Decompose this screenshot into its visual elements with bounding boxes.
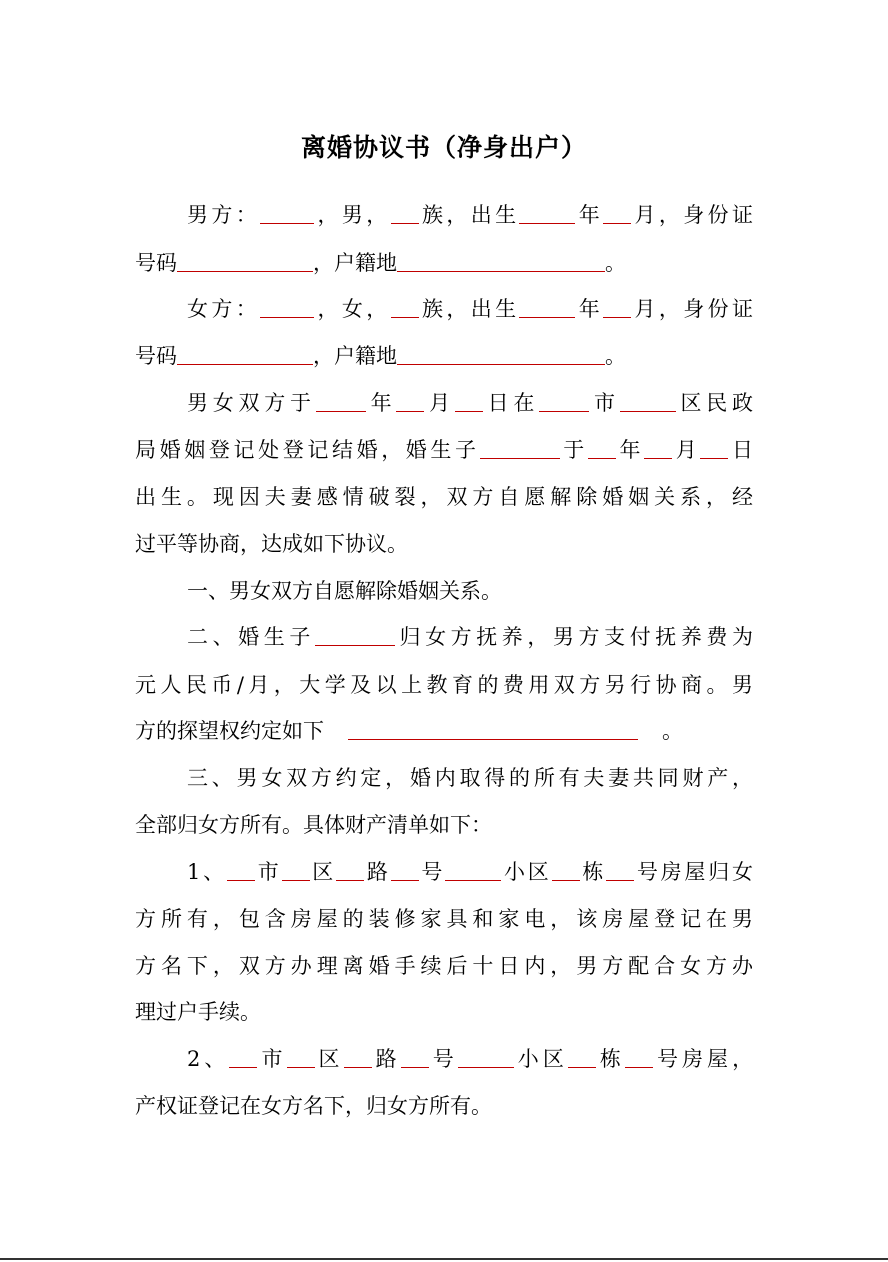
husband-id-number-blank[interactable] [177,249,313,272]
property-item-2-line-2: 产权证登记在女方名下，归女方所有。 [135,1094,492,1118]
property-2-district-blank[interactable] [287,1045,315,1068]
custody-child-name-blank[interactable] [315,623,395,646]
wife-birth-month-blank[interactable] [603,295,631,318]
property-2-city-blank[interactable] [229,1045,257,1068]
property-2-unit-blank[interactable] [625,1045,653,1068]
property-1-building-blank[interactable] [552,858,580,881]
property-item-1-line-1: 1、 市 区 路 号 小区 栋 号房屋归女 [187,860,753,884]
marriage-city-blank[interactable] [539,389,589,412]
wife-ethnicity-blank[interactable] [391,295,419,318]
marriage-day-blank[interactable] [455,389,483,412]
husband-birth-month-blank[interactable] [603,201,631,224]
marriage-registration-line-2: 局婚姻登记处登记结婚，婚生子 于 年 月 日 [135,438,754,462]
marriage-month-blank[interactable] [396,389,424,412]
property-item-1-line-2: 方所有，包含房屋的装修家具和家电，该房屋登记在男 [135,907,753,931]
property-1-number-blank[interactable] [391,858,419,881]
page-bottom-divider [0,1258,888,1260]
property-item-2-line-1: 2、 市 区 路 号 小区 栋 号房屋， [187,1047,754,1071]
property-1-road-blank[interactable] [336,858,364,881]
property-2-building-blank[interactable] [568,1045,596,1068]
property-2-community-blank[interactable] [458,1045,514,1068]
husband-ethnicity-blank[interactable] [391,201,419,224]
husband-info-line-2: 号码 ，户籍地 。 [135,251,626,275]
property-1-district-blank[interactable] [282,858,310,881]
property-2-road-blank[interactable] [344,1045,372,1068]
property-2-number-blank[interactable] [401,1045,429,1068]
visitation-rights-blank[interactable] [348,717,638,740]
clause-3-line-2: 全部归女方所有。具体财产清单如下： [135,813,492,837]
clause-2-line-1: 二、婚生子 归女方抚养，男方支付抚养费为 [187,625,754,649]
marriage-district-blank[interactable] [620,389,676,412]
marriage-registration-line-4: 过平等协商，达成如下协议。 [135,532,408,556]
wife-name-blank[interactable] [260,295,314,318]
husband-info-line-1: 男方： ，男， 族，出生 年 月，身份证 [187,203,754,227]
wife-birth-year-blank[interactable] [519,295,575,318]
husband-name-blank[interactable] [260,201,314,224]
clause-3-line-1: 三、男女双方约定，婚内取得的所有夫妻共同财产， [187,766,753,790]
marriage-registration-line-3: 出生。现因夫妻感情破裂，双方自愿解除婚姻关系，经 [135,485,753,509]
husband-household-address-blank[interactable] [397,249,605,272]
wife-info-line-2: 号码 ，户籍地 。 [135,344,626,368]
property-1-city-blank[interactable] [227,858,255,881]
child-name-blank[interactable] [480,436,560,459]
clause-1: 一、男女双方自愿解除婚姻关系。 [187,579,502,603]
marriage-registration-line-1: 男女双方于 年 月 日在 市 区民政 [187,391,754,415]
marriage-year-blank[interactable] [316,389,366,412]
property-1-community-blank[interactable] [445,858,501,881]
wife-info-line-1: 女方： ，女， 族，出生 年 月，身份证 [187,297,754,321]
child-birth-day-blank[interactable] [700,436,728,459]
property-item-1-line-4: 理过户手续。 [135,1000,261,1024]
clause-2-line-3: 方的探望权约定如下 。 [135,719,683,743]
property-1-unit-blank[interactable] [606,858,634,881]
document-title: 离婚协议书（净身出户） [300,133,587,162]
wife-id-number-blank[interactable] [177,342,313,365]
child-birth-month-blank[interactable] [644,436,672,459]
property-item-1-line-3: 方名下，双方办理离婚手续后十日内，男方配合女方办 [135,954,753,978]
clause-2-line-2: 元人民币/月，大学及以上教育的费用双方另行协商。男 [135,673,753,697]
child-birth-year-blank[interactable] [588,436,616,459]
wife-household-address-blank[interactable] [397,342,605,365]
husband-birth-year-blank[interactable] [519,201,575,224]
